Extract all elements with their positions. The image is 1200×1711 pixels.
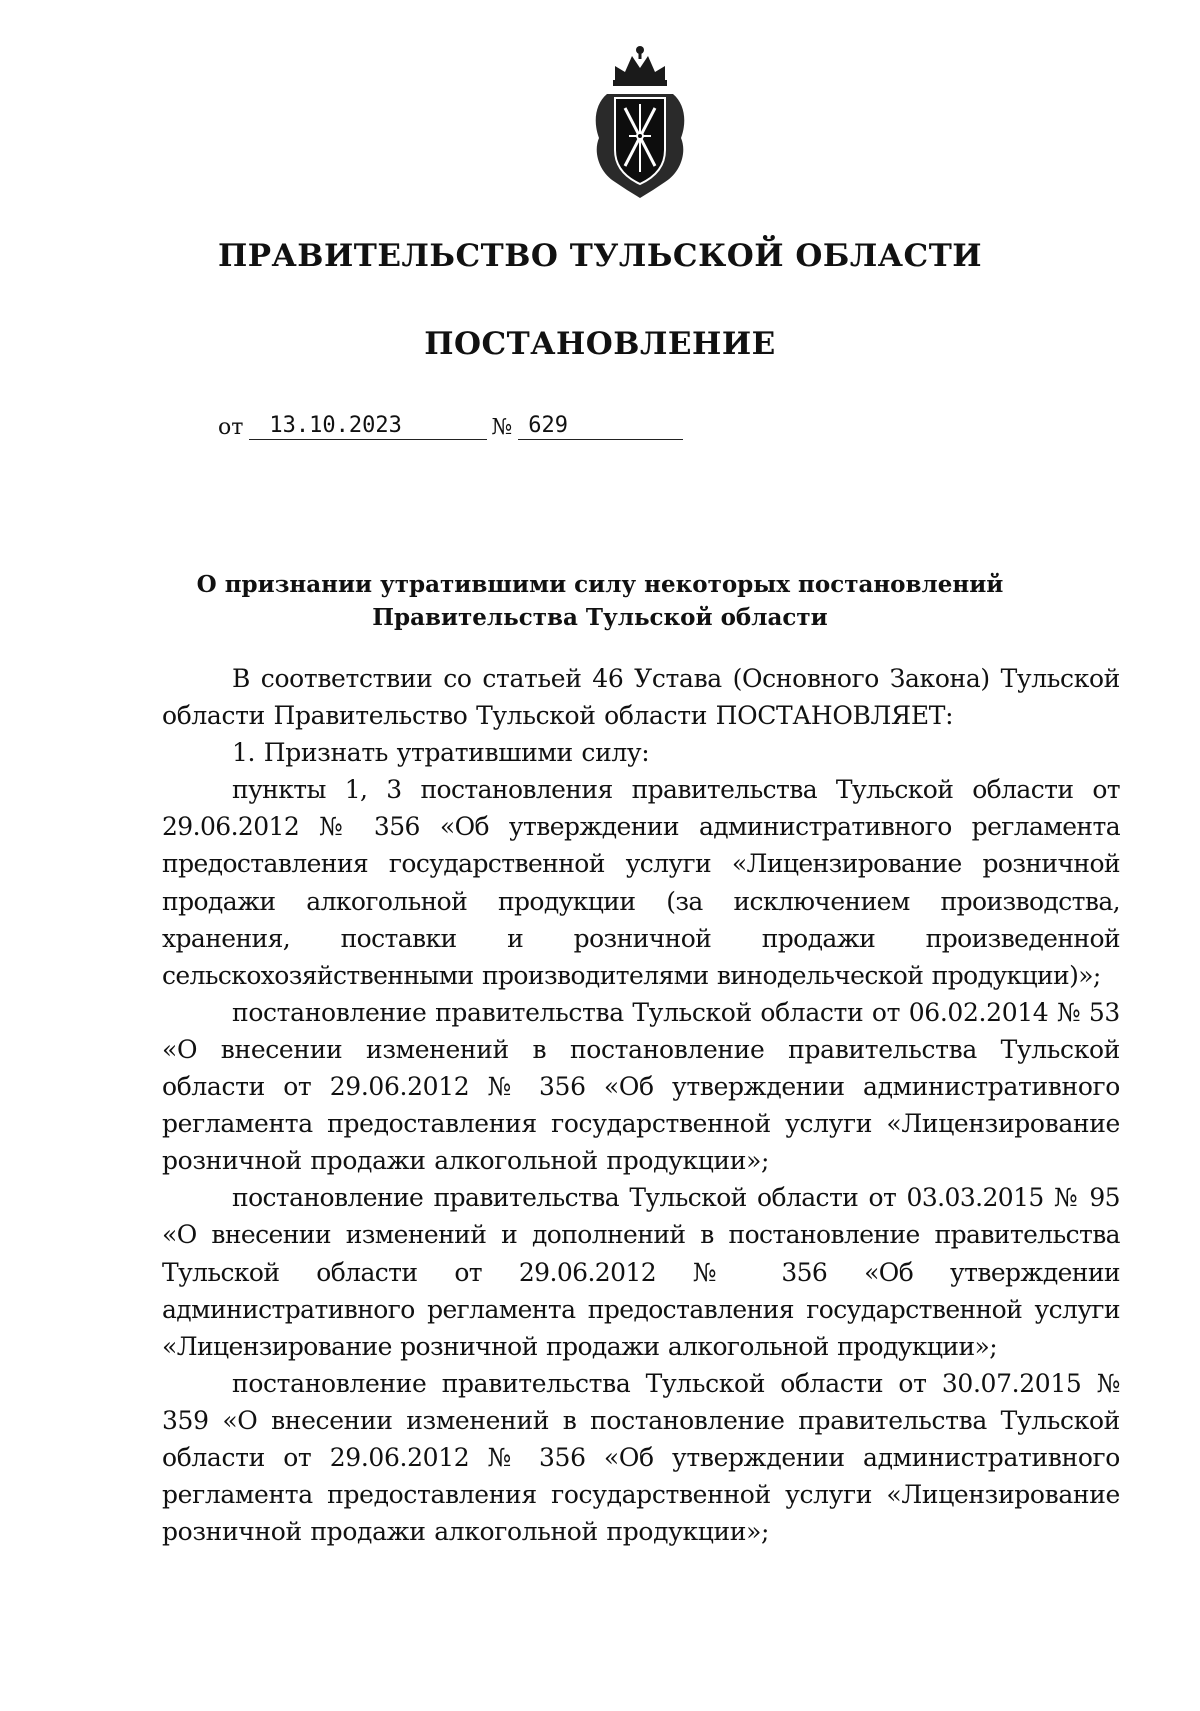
subject-line-1: О признании утратившими силу некоторых постановлений xyxy=(196,571,1004,598)
document-date: 13.10.2023 xyxy=(249,413,487,440)
government-title: ПРАВИТЕЛЬСТВО ТУЛЬСКОЙ ОБЛАСТИ xyxy=(217,238,983,274)
tula-coat-of-arms-icon xyxy=(585,42,695,200)
document-body xyxy=(162,660,1120,1550)
body-paragraph: постановление правительства Тульской области от 06.02.2014 № 53 «О внесении изменений в постановление правительства Тульской области от 29.06.2012 № 356 «Об утверждении административного регламента предоставления государственной услуги «Лицензирование розничной продажи алкогольной продукции»; xyxy=(162,997,1120,1176)
body-paragraph: В соответствии со статьей 46 Устава (Основного Закона) Тульской области Правительство Тульской области ПОСТАНОВЛЯЕТ: xyxy=(162,664,1120,731)
subject-line-2: Правительства Тульской области xyxy=(372,604,828,631)
body-paragraph: пункты 1, 3 постановления правительства Тульской области от 29.06.2012 № 356 «Об утверждении административного регламента предоставления государственной услуги «Лицензирование розничной продажи алкогольной продукции (за исключением производства, хранения, поставки и розничной продажи произведенной сельскохозяйственными производителями винодельческой продукции)»; xyxy=(162,775,1120,990)
document-number: 629 xyxy=(518,413,683,440)
date-label: от xyxy=(218,415,244,440)
registration-line xyxy=(218,413,683,440)
body-paragraph: постановление правительства Тульской области от 03.03.2015 № 95 «О внесении изменений и дополнений в постановление правительства Тульской области от 29.06.2012 № 356 «Об утверждении административного регламента предоставления государственной услуги «Лицензирование розничной продажи алкогольной продукции»; xyxy=(162,1183,1120,1361)
body-paragraph: 1. Признать утратившими силу: xyxy=(232,738,650,768)
number-label: № xyxy=(491,415,513,440)
document-type: ПОСТАНОВЛЕНИЕ xyxy=(424,326,776,362)
body-paragraph: постановление правительства Тульской области от 30.07.2015 № 359 «О внесении изменений в постановление правительства Тульской области от 29.06.2012 № 356 «Об утверждении административного регламента предоставления государственной услуги «Лицензирование розничной продажи алкогольной продукции»; xyxy=(162,1368,1120,1547)
document-subject xyxy=(150,568,1050,634)
